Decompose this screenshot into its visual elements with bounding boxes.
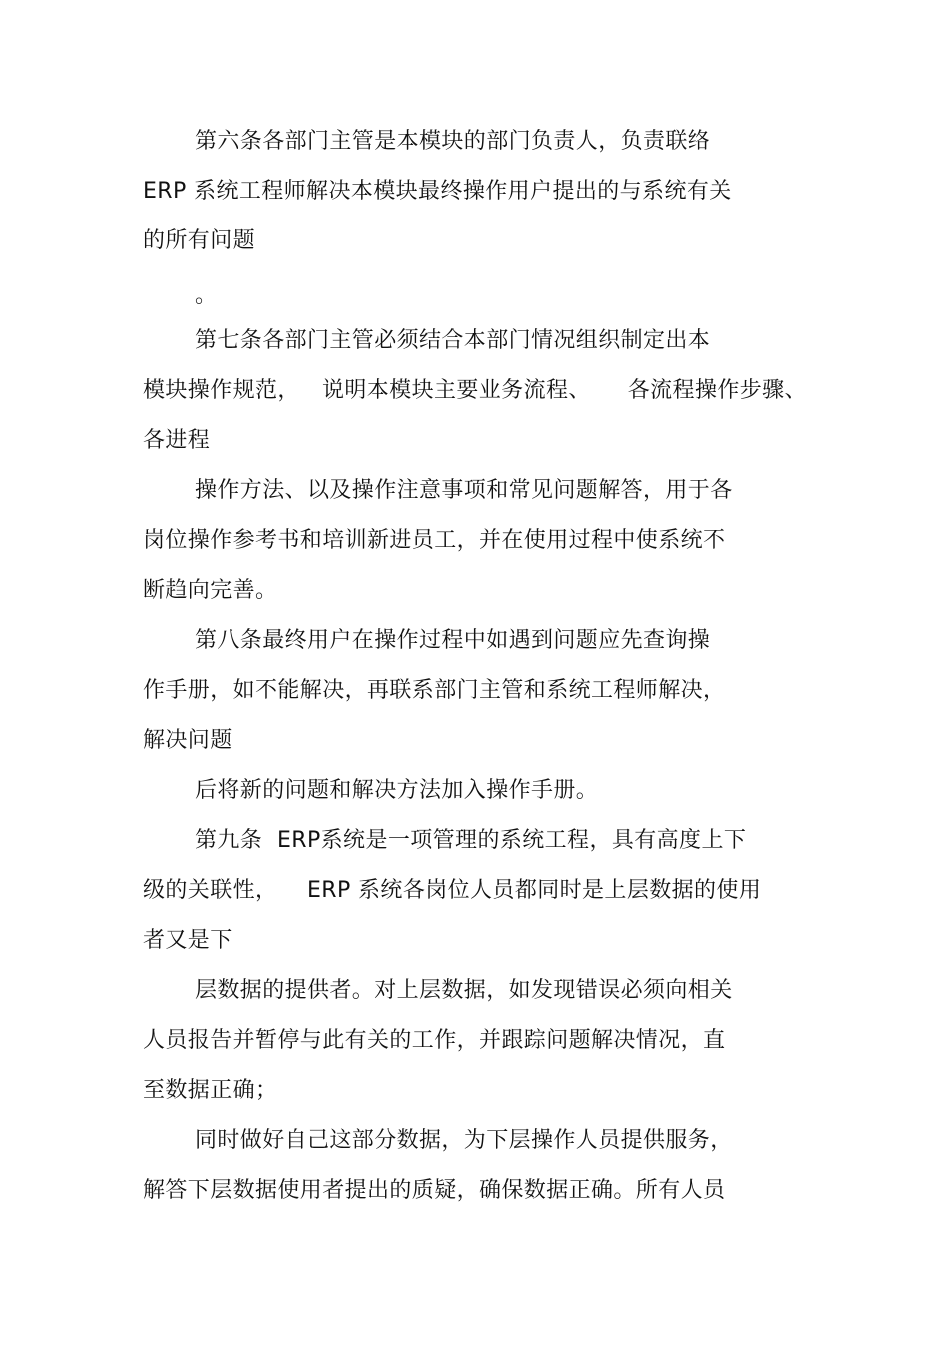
text-line: 后将新的问题和解决方法加入操作手册。 <box>195 778 599 803</box>
text-line: 第九条 ERP系统是一项管理的系统工程，具有高度上下 <box>195 828 747 853</box>
text-line: ERP 系统工程师解决本模块最终操作用户提出的与系统有关 <box>143 179 732 204</box>
text-line: 。 <box>195 283 218 308</box>
text-line: 断趋向完善。 <box>143 578 278 603</box>
text-line: 级的关联性， ERP 系统各岗位人员都同时是上层数据的使用 <box>143 878 762 903</box>
text-line: 同时做好自己这部分数据，为下层操作人员提供服务， <box>195 1128 733 1153</box>
text-line: 岗位操作参考书和培训新进员工，并在使用过程中使系统不 <box>143 528 726 553</box>
text-line: 模块操作规范， 说明本模块主要业务流程、 各流程操作步骤、 <box>143 378 807 403</box>
text-line: 第六条各部门主管是本模块的部门负责人，负责联络 <box>195 129 711 154</box>
text-line: 第八条最终用户在操作过程中如遇到问题应先查询操 <box>195 628 711 653</box>
text-line: 解决问题 <box>143 728 233 753</box>
text-line: 作手册，如不能解决，再联系部门主管和系统工程师解决， <box>143 678 726 703</box>
text-line: 人员报告并暂停与此有关的工作，并跟踪问题解决情况，直 <box>143 1028 726 1053</box>
text-line: 的所有问题 <box>143 228 256 253</box>
text-line: 层数据的提供者。对上层数据，如发现错误必须向相关 <box>195 978 733 1003</box>
text-line: 者又是下 <box>143 928 233 953</box>
text-line: 第七条各部门主管必须结合本部门情况组织制定出本 <box>195 328 711 353</box>
text-line: 操作方法、以及操作注意事项和常见问题解答，用于各 <box>195 478 733 503</box>
text-line: 各进程 <box>143 428 211 453</box>
text-line: 至数据正确； <box>143 1078 278 1103</box>
text-line: 解答下层数据使用者提出的质疑，确保数据正确。所有人员 <box>143 1178 726 1203</box>
